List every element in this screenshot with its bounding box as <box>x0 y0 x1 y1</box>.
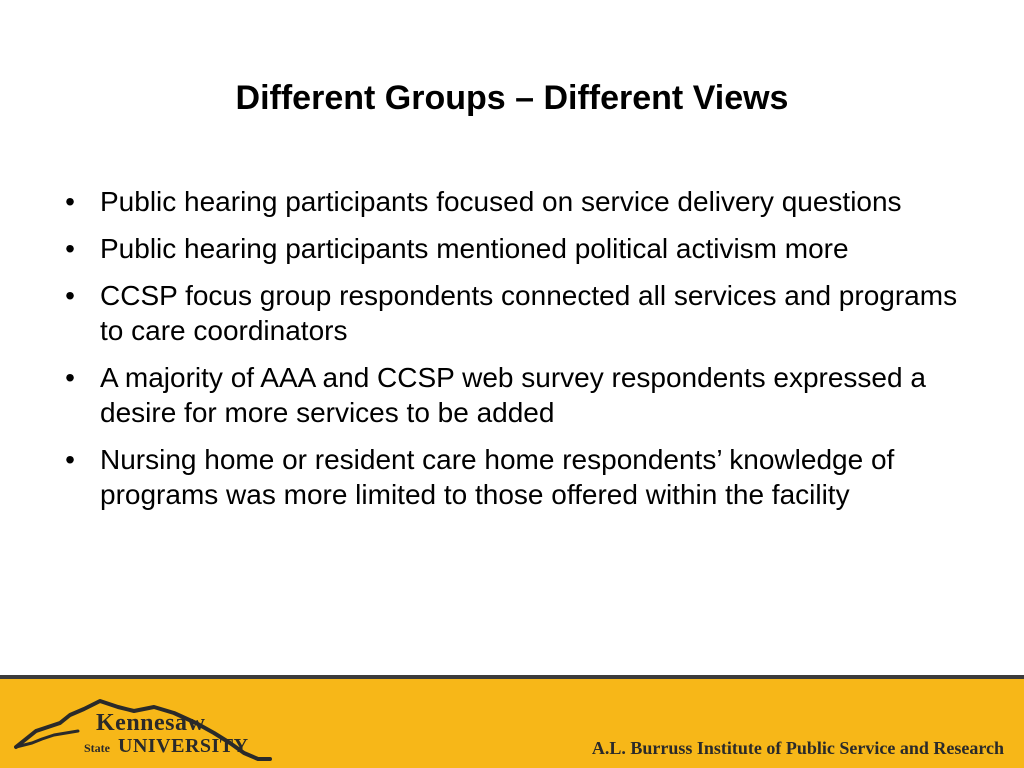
bullet-icon: • <box>65 362 75 393</box>
bullet-item <box>58 231 958 266</box>
bullet-text: CCSP focus group respondents connected all services and programs to care coordinators <box>100 280 958 346</box>
bullet-icon: • <box>65 186 75 217</box>
footer-band <box>0 679 1024 768</box>
bullet-item <box>58 278 958 348</box>
bullet-icon: • <box>65 444 75 475</box>
slide-title: Different Groups – Different Views <box>235 79 789 117</box>
bullet-text: A majority of AAA and CCSP web survey respondents expressed a desire for more services to be added <box>100 362 926 428</box>
bullet-text: Public hearing participants focused on service delivery questions <box>100 186 902 217</box>
footer-bar <box>0 675 1024 768</box>
bullet-item <box>58 184 958 219</box>
institute-name: A.L. Burruss Institute of Public Service and Research <box>591 738 1004 758</box>
university-logo <box>14 697 284 767</box>
bullet-icon: • <box>65 280 75 311</box>
bullet-icon: • <box>65 233 75 264</box>
bullet-item <box>58 360 958 430</box>
bullet-text: Nursing home or resident care home respondents’ knowledge of programs was more limited to those offered within the facility <box>100 444 895 510</box>
bullet-item <box>58 442 958 512</box>
bullet-list <box>58 184 958 524</box>
logo-state: State <box>84 741 110 755</box>
bullet-text: Public hearing participants mentioned political activism more <box>100 233 849 264</box>
logo-university: UNIVERSITY <box>118 735 249 757</box>
logo-kennesaw: Kennesaw <box>96 710 206 736</box>
